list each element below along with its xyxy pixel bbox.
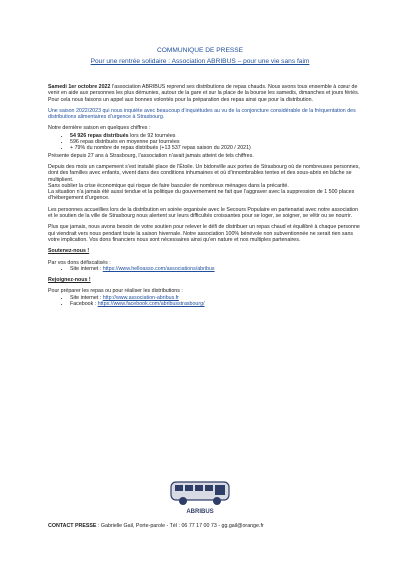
intro-date: Samedi 1er octobre 2022: [48, 84, 111, 90]
season-paragraph: Une saison 2022/2023 qui nous inquiète avec beaucoup d’inquiétudes au vu de la conjoncture considérable de la fréquentation des distributions alimentaires d’urgence à Strasbourg.: [48, 107, 356, 121]
mission-paragraph-1: Les personnes accueillies lors de la distribution en soirée organisée avec le Secours Populaire en partenariat avec notre association et le soutien de la ville de Strasbourg nous alertent sur leurs difficultés croissantes pour se loger, se soigner, se vêtir ou se nourrir.: [48, 206, 359, 220]
intro-text: l’association ABRIBUS reprend ses distributions de repas chauds. Nous avons tous ensemble à cœur de venir en aide aux personnes les plus démunies, autour de la gare et sur la place de la bourse les samedis, dimanches et jours fériés.: [48, 84, 360, 97]
figure-item: • 596 repas distribués en moyenne par tournées: [70, 139, 360, 145]
helloasso-link[interactable]: https://www.helloasso.com/associations/abribus: [102, 265, 215, 272]
document-subtitle: Pour une rentrée solidaire : Association ABRIBUS – pour une vie sans faim: [90, 58, 310, 65]
mission-paragraph-2: Plus que jamais, nous avons besoin de votre soutien pour relever le défi de distribuer un repas chaud et équilibré à chaque personne qui viendrait vers nous pendant toute la saison hivernale. Notre association 100% bénévole non subventionnée ne serait rien sans votre implication. Vos dons financiers nous sont nécessaires ainsi qu’en nature et nos multiples partenaires.: [48, 224, 360, 243]
support-item: • Site internet : https://www.helloasso.com/associations/abribus: [70, 266, 360, 272]
press-contact: [48, 523, 360, 529]
context-paragraph: Depuis des mois un campement s’est installé place de l’Étoile. Un bidonville aux portes de Strasbourg où de nombreuses personnes, dont des familles avec enfants, vivent dans des conditions inhumaines et où d’innombrables tentes et des sous-abris en bâche se multiplient. Sans oublier la crise économique qui risque de faire basculer de nombreux ménages dans la précarité. La situation n’a jamais été aussi tendue et la politique du gouvernement ne fait que l’aggraver avec la suppression de 1 500 places d’hébergement d’urgence.: [48, 163, 360, 202]
website-link[interactable]: http://www.association-abribus.fr: [102, 294, 179, 301]
bus-logo-icon: [165, 478, 235, 508]
facebook-link[interactable]: https://www.facebook.com/abribusstrasbourg/: [97, 301, 205, 308]
contact-label: CONTACT PRESSE: [48, 523, 97, 529]
join-title: Rejoignez-nous !: [48, 277, 91, 284]
join-list: [48, 295, 360, 308]
figures-list: [48, 133, 360, 152]
body-text: [48, 84, 360, 312]
logo-text: ABRIBUS: [186, 509, 214, 515]
figure-item: • 54 926 repas distribués lors de 92 tournées: [70, 133, 360, 139]
join-line: Pour préparer les repas ou pour réaliser les distributions :: [48, 288, 183, 295]
support-list: [48, 266, 360, 272]
document-title: COMMUNIQUE DE PRESSE: [156, 47, 244, 54]
intro-paragraph: [48, 84, 360, 103]
join-item: • Site internet : http://www.association-abribus.fr: [70, 295, 360, 301]
intro-appeal: Pour cela nous faisons un appel aux bonnes volontés pour la préparation des repas ainsi que pour la distribution.: [48, 96, 314, 103]
header: [0, 46, 400, 66]
figures-outro: Présente depuis 27 ans à Strasbourg, l’association n’avait jamais atteint de tels chiffres.: [48, 152, 254, 159]
figure-item: • + 79% du nombre de repas distribués (+13 537 repas saison du 2020 / 2021): [70, 145, 360, 151]
support-line: Par vos dons défiscalisés :: [48, 259, 111, 266]
figures-intro: Notre dernière saison en quelques chiffres :: [48, 125, 151, 132]
support-title: Soutenez-nous !: [48, 248, 90, 255]
join-item: • Facebook : https://www.facebook.com/abribusstrasbourg/: [70, 301, 360, 307]
contact-details: : Gabrielle Gail, Porte-parole - Tél : 06 77 17 00 73 - gg.gail@orange.fr: [96, 523, 264, 529]
